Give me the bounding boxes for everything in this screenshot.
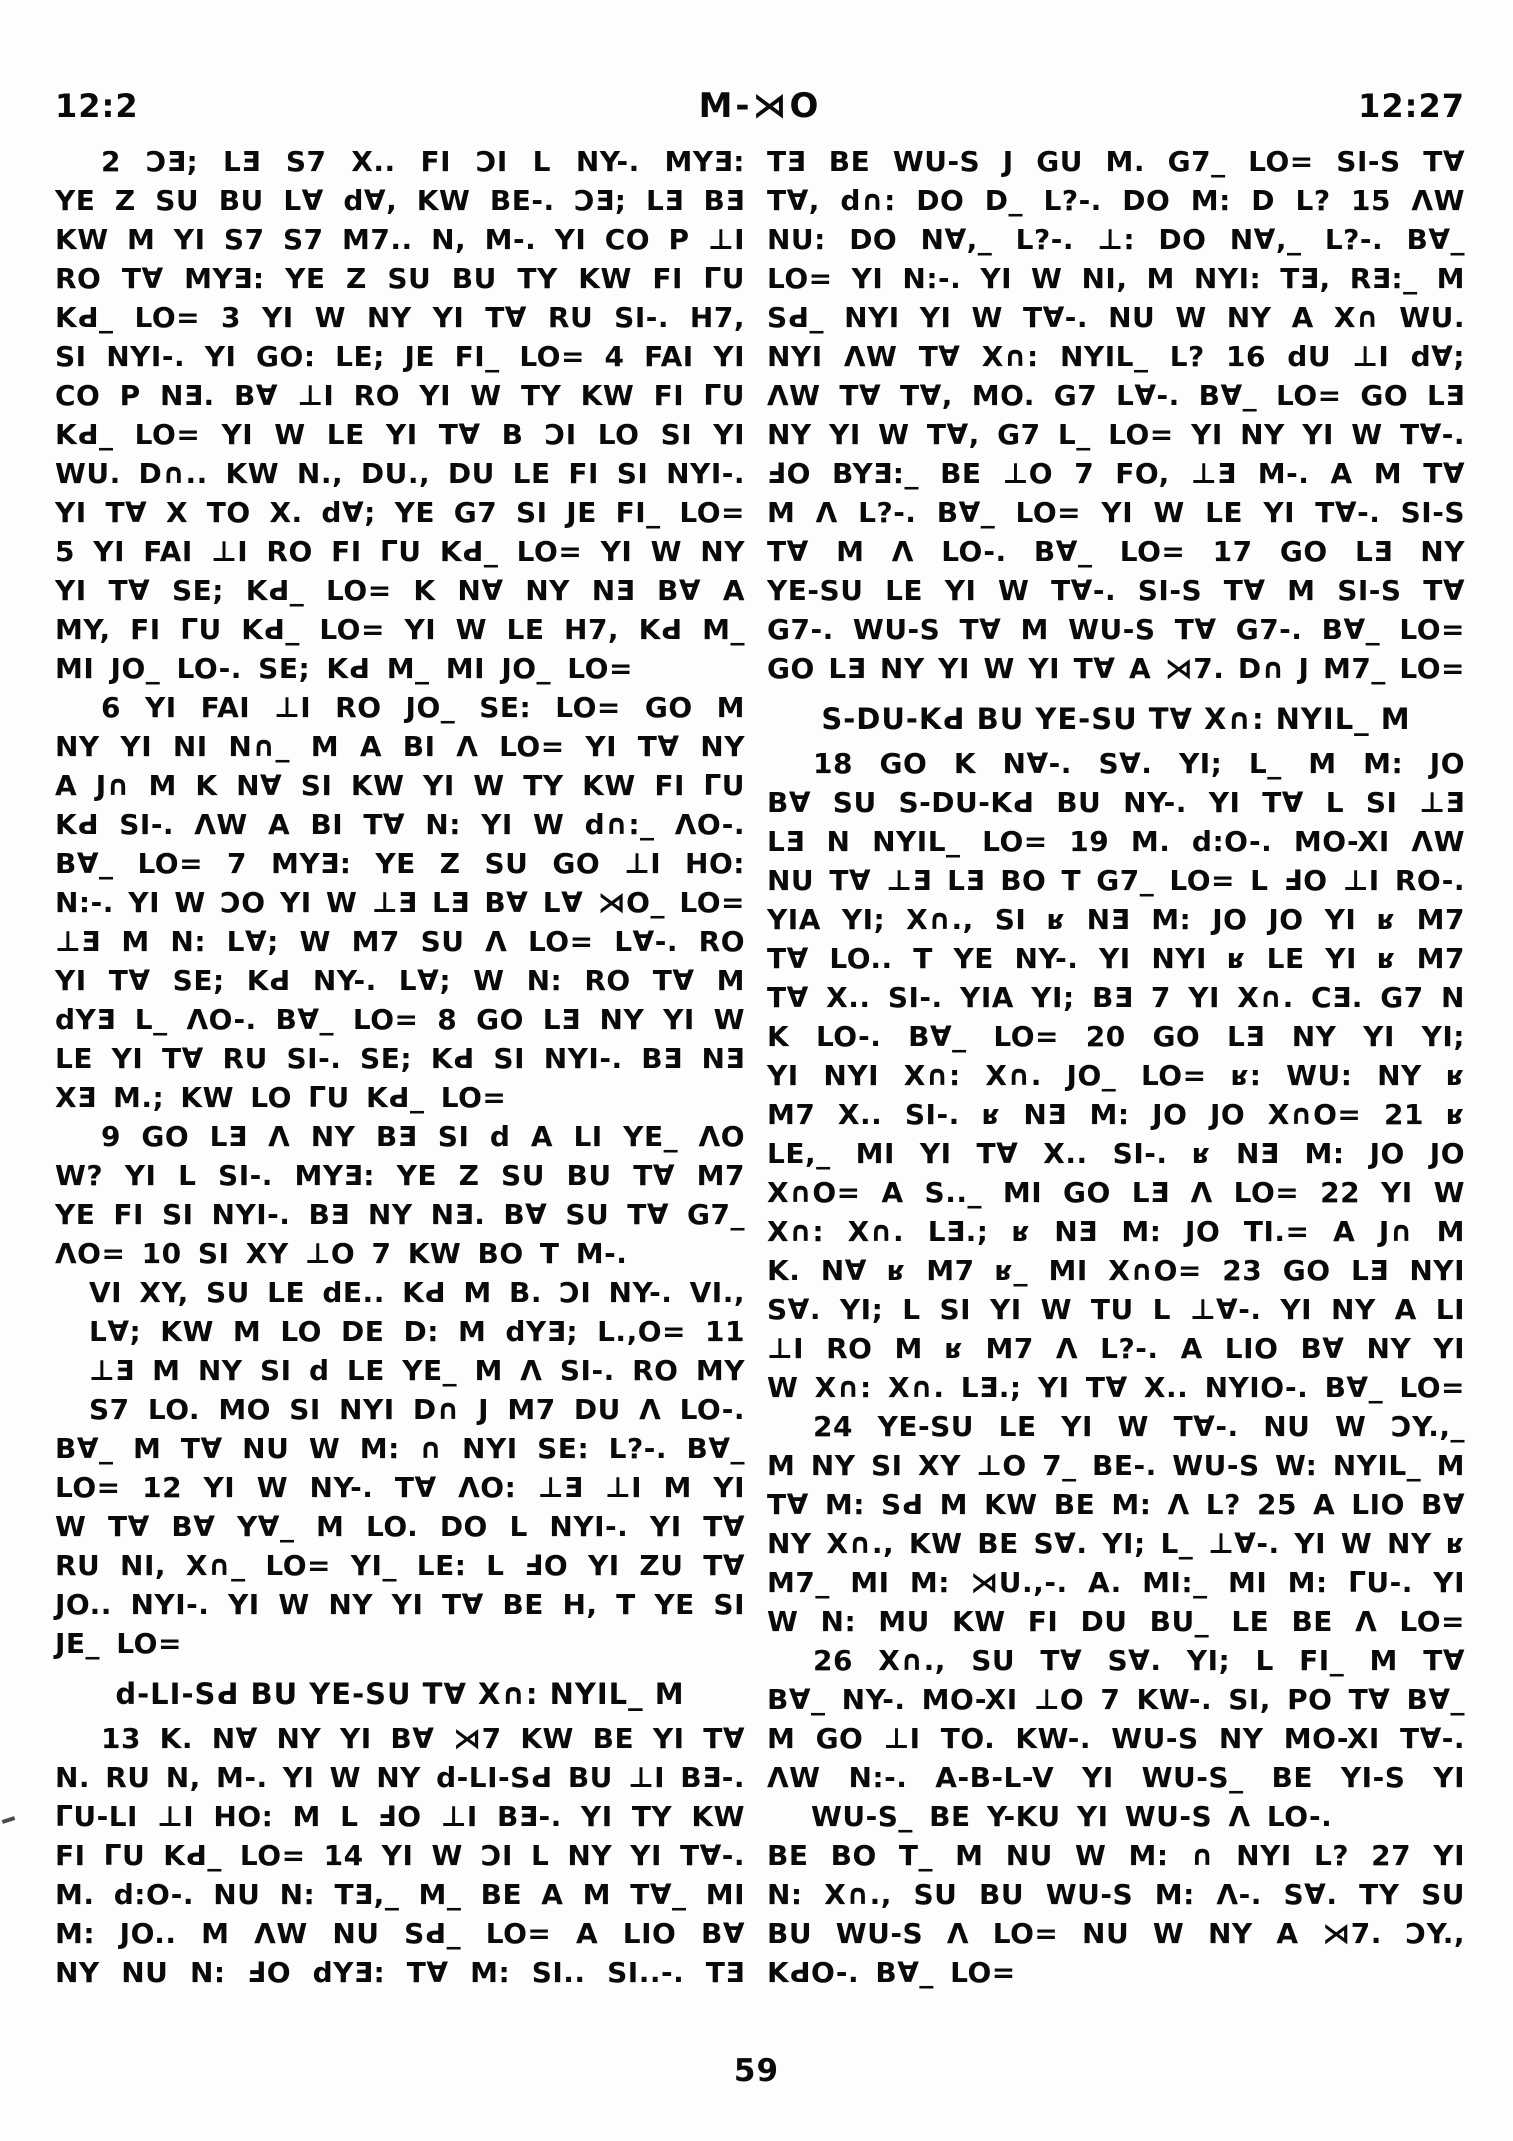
text-line: 26 X∩., SU T∀ S∀. YI; L FI_ M T∀ (813, 1644, 1465, 1677)
text-line: NY X∩., KW BE S∀. YI; L_ ⊥∀-. YI W NY ʁ (767, 1527, 1465, 1560)
text-line: NYI ɅW T∀ X∩: NYIL_ L? 16 dU ⊥I d∀; (767, 340, 1465, 373)
text-line: RO T∀ MYƎ: YE Z SU BU TY KW FI ΓU (55, 262, 745, 295)
text-line: M Ʌ L?-. B∀_ LO= YI W LE YI T∀-. SI-S (767, 496, 1465, 529)
text-line: JE_ LO= (55, 1627, 182, 1660)
text-line: T∀ M Ʌ LO-. B∀_ LO= 17 GO LƎ NY (767, 535, 1465, 568)
text-line: KԀO-. B∀_ LO= (767, 1956, 1016, 1989)
text-line: ℲO BYƎ:_ BE ⊥O 7 FO, ⊥Ǝ M-. A M T∀ (767, 457, 1465, 490)
text-line: dYƎ L_ ɅO-. B∀_ LO= 8 GO LƎ NY YI W (55, 1003, 745, 1036)
text-line: YI T∀ SE; KԀ_ LO= K N∀ NY NƎ B∀ A (55, 574, 745, 607)
text-line: M GO ⊥I TO. KW-. WU-S NY MO-XI T∀-. (767, 1722, 1465, 1755)
text-line: ΓU-LI ⊥I HO: M L ℲO ⊥I BƎ-. YI TY KW (55, 1800, 745, 1833)
text-line: NU: DO N∀,_ L?-. ⊥: DO N∀,_ L?-. B∀_ (767, 223, 1465, 256)
text-line: LƎ N NYIL_ LO= 19 M. d:O-. MO-XI ɅW (767, 825, 1465, 858)
text-line: VI XY, SU LE dE.. KԀ M B. ƆI NY-. VI., (89, 1276, 745, 1309)
text-line: LE YI T∀ RU SI-. SE; KԀ SI NYI-. BƎ NƎ (55, 1042, 745, 1075)
text-line: 5 YI FAI ⊥I RO FI ΓU KԀ_ LO= YI W NY (55, 535, 745, 568)
text-line: LO= 12 YI W NY-. T∀ ɅO: ⊥Ǝ ⊥I M YI (55, 1471, 745, 1504)
text-line: BE BO T_ M NU W M: ∩ NYI L? 27 YI (767, 1839, 1465, 1872)
text-line: 9 GO LƎ Ʌ NY BƎ SI d A LI YE_ ɅO (101, 1120, 745, 1153)
text-line: NY NU N: ℲO dYƎ: T∀ M: SI.. SI..-. TƎ (55, 1956, 745, 1989)
text-line: 2 ƆƎ; LƎ S7 X.. FI ƆI L NY-. MYƎ: (101, 145, 745, 178)
text-line: 6 YI FAI ⊥I RO JO_ SE: LO= GO M (101, 691, 745, 724)
text-line: S7 LO. MO SI NYI D∩ J M7 DU Ʌ LO-. (89, 1393, 745, 1426)
text-line: ⊥Ǝ M N: L∀; W M7 SU Ʌ LO= L∀-. RO (55, 925, 745, 958)
text-line: B∀ SU S-DU-KԀ BU NY-. YI T∀ L SI ⊥Ǝ (767, 786, 1465, 819)
text-line: W T∀ B∀ Y∀_ M LO. DO L NYI-. YI T∀ (55, 1510, 745, 1543)
text-line: ɅO= 10 SI XY ⊥O 7 KW BO T M-. (55, 1237, 628, 1270)
text-line: WU. D∩.. KW N., DU., DU LE FI SI NYI-. (55, 457, 745, 490)
text-line: TƎ BE WU-S J GU M. G7_ LO= SI-S T∀ (767, 145, 1465, 178)
text-line: N:-. YI W ƆO YI W ⊥Ǝ LƎ B∀ L∀ ⋊O_ LO= (55, 886, 745, 919)
text-line: M: JO.. M ɅW NU SԀ_ LO= A LIO B∀ (55, 1917, 745, 1950)
text-line: KԀ SI-. ɅW A BI T∀ N: YI W d∩:_ ɅO-. (55, 808, 745, 841)
text-line: W X∩: X∩. LƎ.; YI T∀ X.. NYIO-. B∀_ LO= (767, 1371, 1465, 1404)
verse-ref-right: 12:27 (1358, 87, 1465, 125)
right-column (767, 142, 1465, 1992)
text-line: SԀ_ NYI YI W T∀-. NU W NY A X∩ WU. (767, 301, 1465, 334)
text-line: ɅW N:-. A-B-L-V YI WU-S_ BE YI-S YI (767, 1761, 1465, 1794)
text-line: YE FI SI NYI-. BƎ NY NƎ. B∀ SU T∀ G7_ (55, 1198, 745, 1231)
text-line: KԀ_ LO= YI W LE YI T∀ B ƆI LO SI YI (55, 418, 745, 451)
text-line: T∀ M: SԀ M KW BE M: Ʌ L? 25 A LIO B∀ (767, 1488, 1465, 1521)
text-line: MY, FI ΓU KԀ_ LO= YI W LE H7, KԀ M_ (55, 613, 745, 646)
text-line: N: X∩., SU BU WU-S M: Ʌ-. S∀. TY SU (767, 1878, 1465, 1911)
text-line: RU NI, X∩_ LO= YI_ LE: L ℲO YI ZU T∀ (55, 1549, 745, 1582)
text-line: X∩: X∩. LƎ.; ʁ NƎ M: JO TI.= A J∩ M (767, 1215, 1465, 1248)
page-header (55, 86, 1465, 126)
text-line: SI NYI-. YI GO: LE; JE FI_ LO= 4 FAI YI (55, 340, 745, 373)
text-line: NY YI NI N∩_ M A BI Ʌ LO= YI T∀ NY (55, 730, 745, 763)
left-column (55, 142, 745, 1992)
text-line: JO.. NYI-. YI W NY YI T∀ BE H, T YE SI (55, 1588, 745, 1621)
text-line: S∀. YI; L SI YI W TU L ⊥∀-. YI NY A LI (767, 1293, 1465, 1326)
text-line: X∩O= A S.._ MI GO LƎ Ʌ LO= 22 YI W (767, 1176, 1465, 1209)
text-line: T∀ LO.. T YE NY-. YI NYI ʁ LE YI ʁ M7 (767, 942, 1465, 975)
text-line: B∀_ M T∀ NU W M: ∩ NYI SE: L?-. B∀_ (55, 1432, 745, 1465)
text-line: YE Z SU BU L∀ d∀, KW BE-. ƆƎ; LƎ BƎ (55, 184, 745, 217)
text-line: K. N∀ ʁ M7 ʁ_ MI X∩O= 23 GO LƎ NYI (767, 1254, 1465, 1287)
text-line: NU T∀ ⊥Ǝ LƎ BO T G7_ LO= L ℲO ⊥I RO-. (767, 864, 1465, 897)
text-line: B∀_ LO= 7 MYƎ: YE Z SU GO ⊥I HO: (55, 847, 745, 880)
text-line: K LO-. B∀_ LO= 20 GO LƎ NY YI YI; (767, 1020, 1465, 1053)
text-line: M7 X.. SI-. ʁ NƎ M: JO JO X∩O= 21 ʁ (767, 1098, 1465, 1131)
text-line: L∀; KW M LO DE D: M dYƎ; L.,O= 11 (89, 1315, 745, 1348)
text-line: YI T∀ SE; KԀ NY-. L∀; W N: RO T∀ M (55, 964, 745, 997)
text-line: ɅW T∀ T∀, MO. G7 L∀-. B∀_ LO= GO LƎ (767, 379, 1465, 412)
text-columns (55, 142, 1465, 1992)
text-line: FI ΓU KԀ_ LO= 14 YI W ƆI L NY YI T∀-. (55, 1839, 745, 1872)
text-line: KԀ_ LO= 3 YI W NY YI T∀ RU SI-. H7, (55, 301, 745, 334)
text-line: ⊥I RO M ʁ M7 Ʌ L?-. A LIO B∀ NY YI (767, 1332, 1465, 1365)
text-line: BU WU-S Ʌ LO= NU W NY A ⋊7. ƆY., (767, 1917, 1465, 1950)
text-line: YIA YI; X∩., SI ʁ NƎ M: JO JO YI ʁ M7 (767, 903, 1465, 936)
section-heading: S-DU-KԀ BU YE-SU T∀ X∩: NYIL_ M (821, 702, 1411, 736)
text-line: G7-. WU-S T∀ M WU-S T∀ G7-. B∀_ LO= (767, 613, 1465, 646)
text-line: KW M YI S7 S7 M7.. N, M-. YI CO P ⊥I (55, 223, 745, 256)
text-line: 13 K. N∀ NY YI B∀ ⋊7 KW BE YI T∀ (101, 1722, 745, 1755)
text-line: MI JO_ LO-. SE; KԀ M_ MI JO_ LO= (55, 652, 633, 685)
book-title: M-⋊O (698, 86, 822, 126)
text-line: B∀_ NY-. MO-XI ⊥O 7 KW-. SI, PO T∀ B∀_ (767, 1683, 1465, 1716)
text-line: NY YI W T∀, G7 L_ LO= YI NY YI W T∀-. (767, 418, 1465, 451)
text-line: LO= YI N:-. YI W NI, M NYI: TƎ, RƎ:_ M (767, 262, 1465, 295)
text-line: ⊥Ǝ M NY SI d LE YE_ M Ʌ SI-. RO MY (89, 1354, 745, 1387)
text-line: 18 GO K N∀-. S∀. YI; L_ M M: JO (813, 747, 1465, 780)
text-line: N. RU N, M-. YI W NY d-LI-SԀ BU ⊥I BƎ-. (55, 1761, 745, 1794)
text-line: T∀, d∩: DO D_ L?-. DO M: D L? 15 ɅW (767, 184, 1465, 217)
text-line: WU-S_ BE Y-KU YI WU-S Ʌ LO-. (811, 1800, 1333, 1833)
text-line: GO LƎ NY YI W YI T∀ A ⋊7. D∩ J M7_ LO= (767, 652, 1465, 685)
text-line: 24 YE-SU LE YI W T∀-. NU W ƆY.,_ (813, 1410, 1465, 1443)
page-number: 59 (733, 2053, 780, 2089)
text-line: M NY SI XY ⊥O 7_ BE-. WU-S W: NYIL_ M (767, 1449, 1465, 1482)
text-line: W? YI L SI-. MYƎ: YE Z SU BU T∀ M7 (55, 1159, 745, 1192)
text-line: YI NYI X∩: X∩. JO_ LO= ʁ: WU: NY ʁ (767, 1059, 1465, 1092)
text-line: M. d:O-. NU N: TƎ,_ M_ BE A M T∀_ MI (55, 1878, 745, 1911)
section-heading: d-LI-SԀ BU YE-SU T∀ X∩: NYIL_ M (115, 1677, 685, 1711)
text-line: LE,_ MI YI T∀ X.. SI-. ʁ NƎ M: JO JO (767, 1137, 1465, 1170)
text-line: M7_ MI M: ⋊U.,-. A. MI:_ MI M: ΓU-. YI (767, 1566, 1465, 1599)
text-line: W N: MU KW FI DU BU_ LE BE Ʌ LO= (767, 1605, 1465, 1638)
verse-ref-left: 12:2 (55, 87, 139, 125)
text-line: XƎ M.; KW LO ΓU KԀ_ LO= (55, 1081, 507, 1114)
text-line: CO P NƎ. B∀ ⊥I RO YI W TY KW FI ΓU (55, 379, 745, 412)
text-line: A J∩ M K N∀ SI KW YI W TY KW FI ΓU (55, 769, 745, 802)
text-line: YI T∀ X TO X. d∀; YE G7 SI JE FI_ LO= (55, 496, 745, 529)
scan-artifact (2, 1816, 16, 1824)
text-line: T∀ X.. SI-. YIA YI; BƎ 7 YI X∩. CƎ. G7 N (767, 981, 1465, 1014)
text-line: YE-SU LE YI W T∀-. SI-S T∀ M SI-S T∀ (767, 574, 1465, 607)
